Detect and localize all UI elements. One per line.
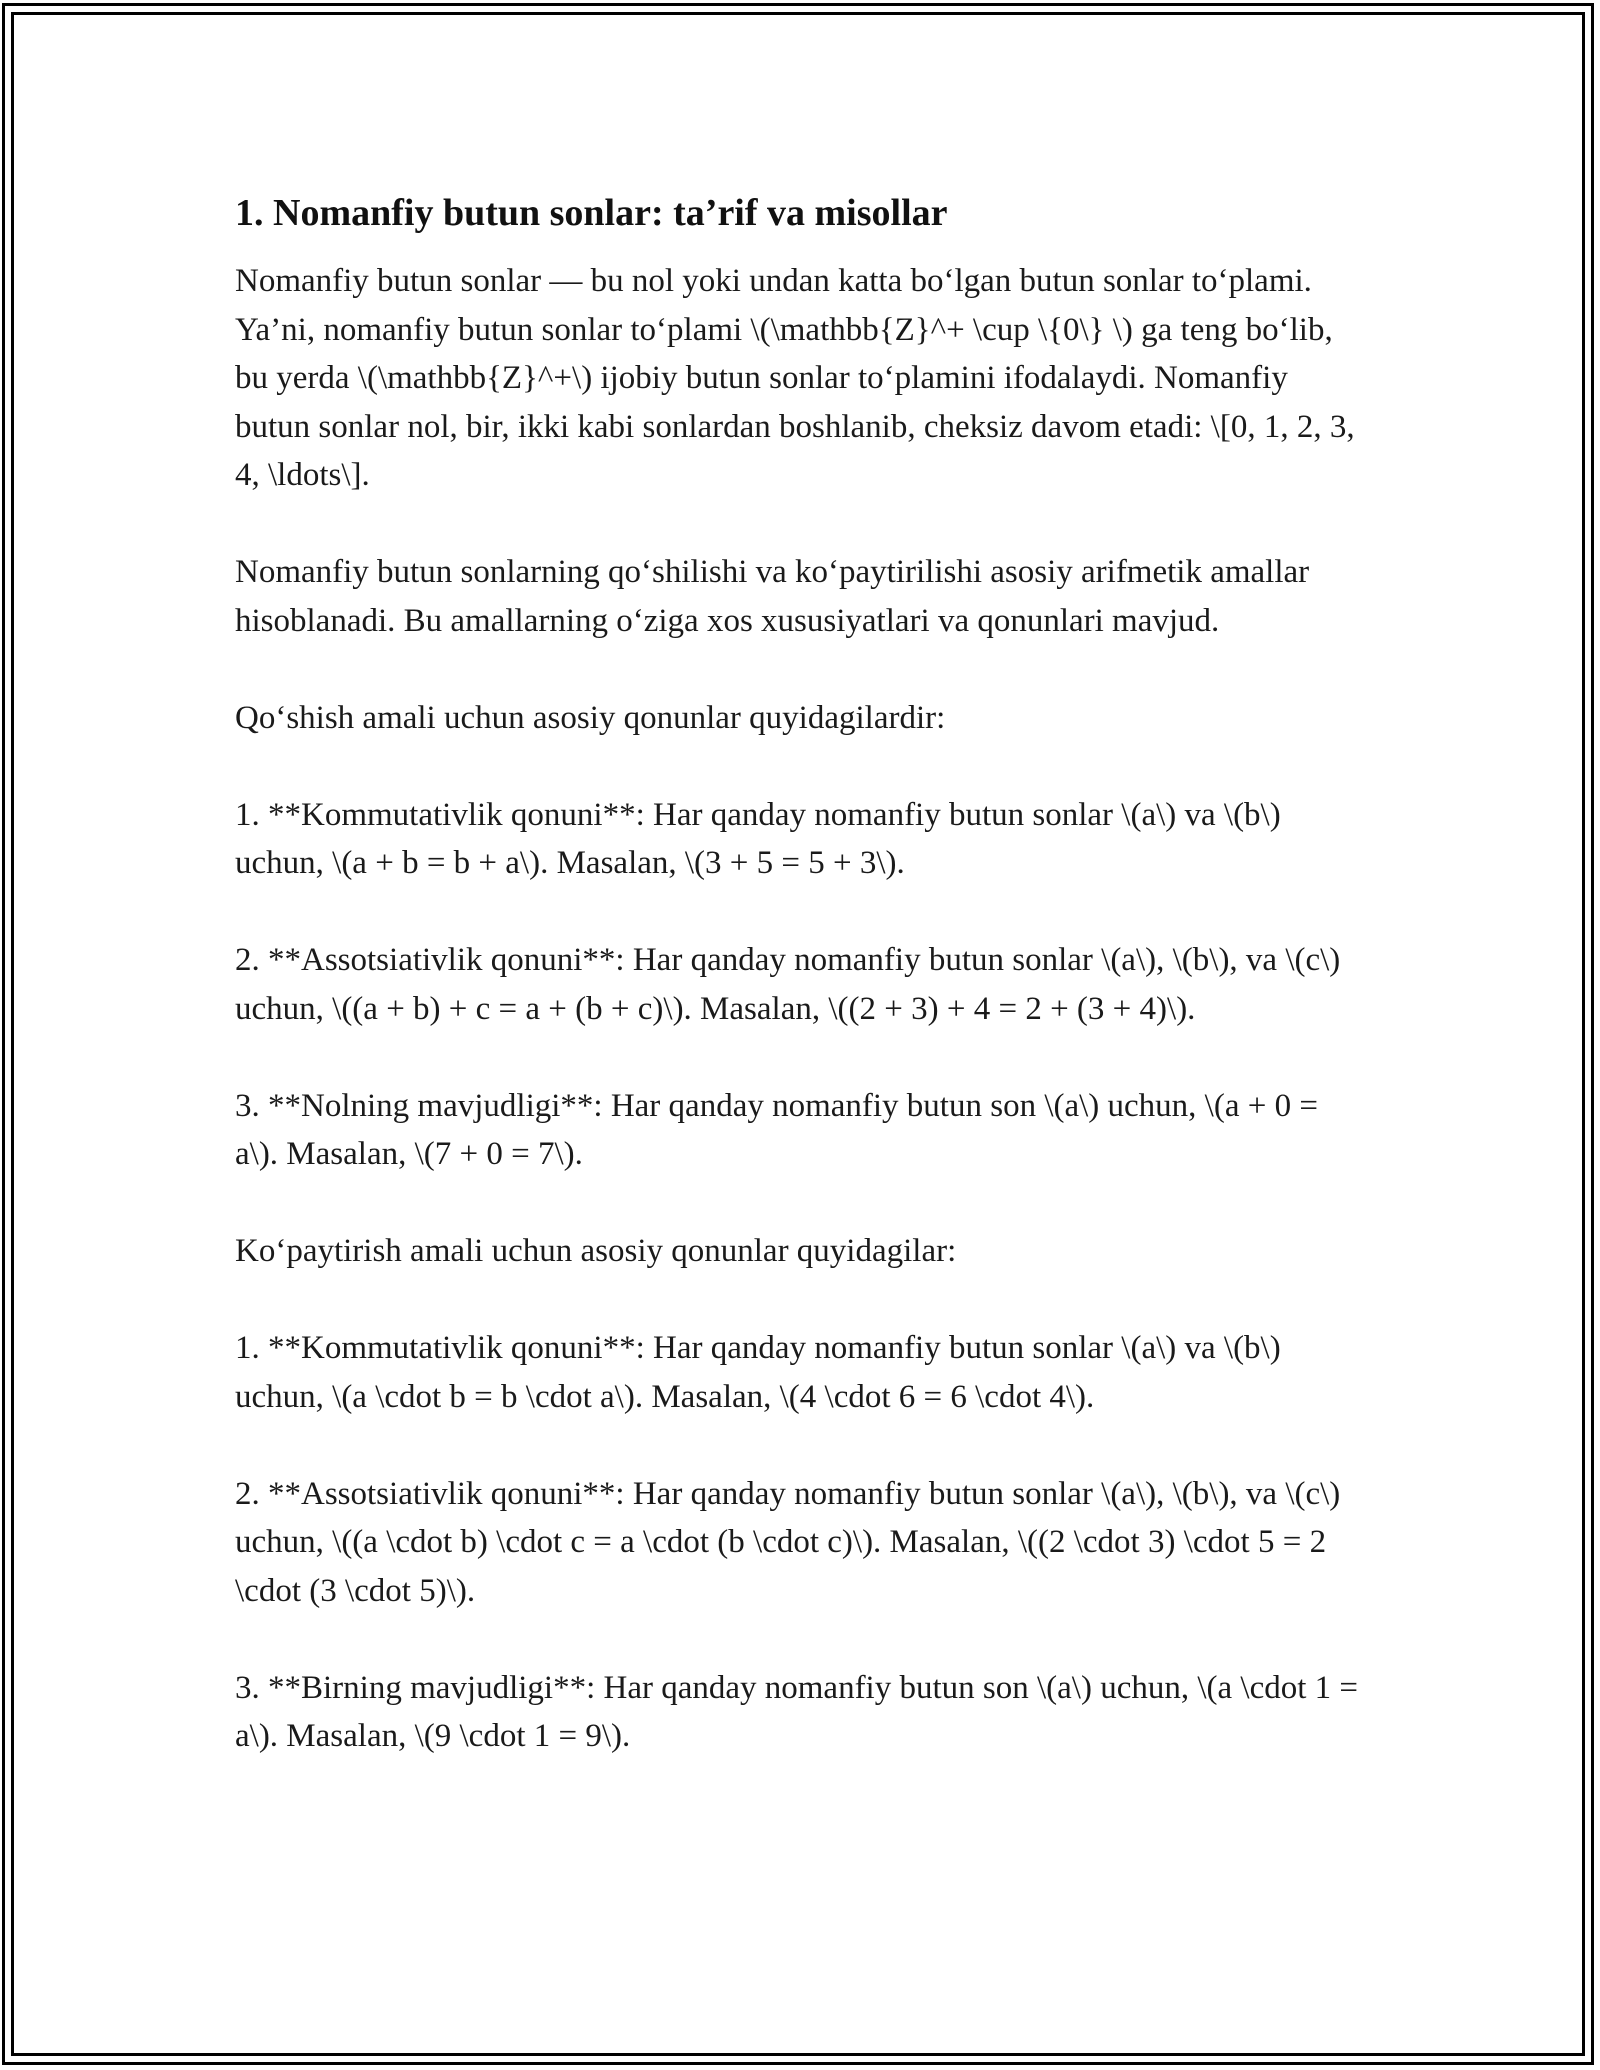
- paragraph-addition-intro: Qo‘shish amali uchun asosiy qonunlar quyidagilardir:: [235, 699, 946, 736]
- paragraph-multiplication-intro: Ko‘paytirish amali uchun asosiy qonunlar quyidagilar:: [235, 1233, 957, 1269]
- multiplication-law-one: 3. **Birning mavjudligi**: Har qanday nomanfiy butun son \(a\) uchun, \(a \cdot 1 = a\). Masalan, \(9 \cdot 1 = 9\).: [235, 1669, 1358, 1754]
- paragraph-operations: Nomanfiy butun sonlarning qo‘shilishi va ko‘paytirilishi asosiy arifmetik amallar hisoblanadi. Bu amallarning o‘ziga xos xususiyatlari va qonunlari mavjud.: [235, 554, 1310, 639]
- addition-law-associative: 2. **Assotsiativlik qonuni**: Har qanday nomanfiy butun sonlar \(a\), \(b\), va \(c\) uchun, \((a + b) + c = a + (b + c)\). Masalan, \((2 + 3) + 4 = 2 + (3 + 4)\).: [235, 942, 1341, 1027]
- section-title: 1. Nomanfiy butun sonlar: ta’rif va misollar: [235, 192, 948, 234]
- document-body: [235, 186, 1365, 1761]
- paragraph-definition: Nomanfiy butun sonlar — bu nol yoki undan katta bo‘lgan butun sonlar to‘plami. Ya’ni, nomanfiy butun sonlar to‘plami \(\mathbb{Z}^+ \cup \{0\} \) ga teng bo‘lib, bu yerda \(\mathbb{Z}^+\) ijobiy butun sonlar to‘plamini ifodalaydi. Nomanfiy butun sonlar nol, bir, ikki kabi sonlardan boshlanib, cheksiz davom etadi: \[0, 1, 2, 3, 4, \ldots\].: [235, 263, 1355, 493]
- addition-law-commutative: 1. **Kommutativlik qonuni**: Har qanday nomanfiy butun sonlar \(a\) va \(b\) uchun, \(a + b = b + a\). Masalan, \(3 + 5 = 5 + 3\).: [235, 796, 1281, 881]
- addition-law-zero: 3. **Nolning mavjudligi**: Har qanday nomanfiy butun son \(a\) uchun, \(a + 0 = a\). Masalan, \(7 + 0 = 7\).: [235, 1087, 1318, 1172]
- multiplication-law-associative: 2. **Assotsiativlik qonuni**: Har qanday nomanfiy butun sonlar \(a\), \(b\), va \(c\) uchun, \((a \cdot b) \cdot c = a \cdot (b \cdot c)\). Masalan, \((2 \cdot 3) \cdot 5 = 2 \cdot (3 \cdot 5)\).: [235, 1475, 1341, 1609]
- multiplication-law-commutative: 1. **Kommutativlik qonuni**: Har qanday nomanfiy butun sonlar \(a\) va \(b\) uchun, \(a \cdot b = b \cdot a\). Masalan, \(4 \cdot 6 = 6 \cdot 4\).: [235, 1330, 1281, 1415]
